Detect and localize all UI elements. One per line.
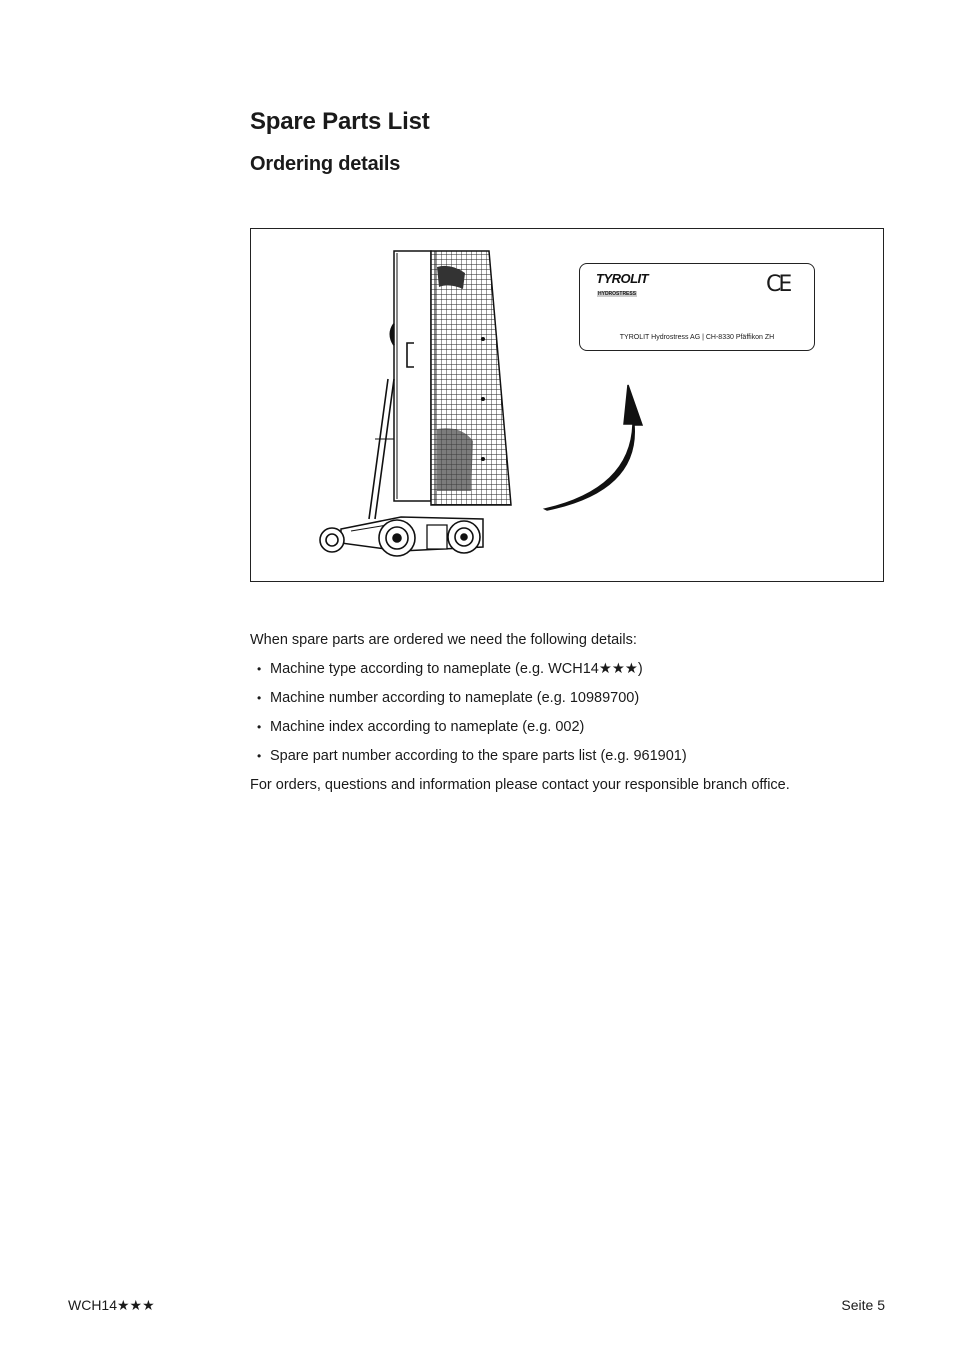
closing-paragraph: For orders, questions and information please contact your responsible branch office.: [250, 777, 790, 793]
page-title: Spare Parts List: [250, 108, 430, 135]
ordering-details-text: [250, 626, 890, 800]
hydrostress-logo: HYDROSTRESS: [598, 291, 637, 297]
nameplate-figure: [250, 228, 884, 582]
list-item: • Machine number according to nameplate (e.g. 10989700): [250, 684, 890, 713]
details-list: [250, 655, 890, 771]
list-item: • Machine type according to nameplate (e.g. WCH14★★★): [250, 655, 890, 684]
nameplate: [579, 263, 815, 351]
list-item: • Machine index according to nameplate (e.g. 002): [250, 713, 890, 742]
tyrolit-logo: TYROLIT: [596, 271, 649, 286]
nameplate-address: TYROLIT Hydrostress AG | CH-8330 Pfäffikon ZH: [619, 334, 775, 341]
footer-model: WCH14★★★: [68, 1297, 155, 1313]
ce-mark: CE: [766, 272, 790, 297]
intro-paragraph: When spare parts are ordered we need the following details:: [250, 632, 637, 648]
footer-page-number: Seite 5: [841, 1297, 885, 1313]
list-item: • Spare part number according to the spare parts list (e.g. 961901): [250, 742, 890, 771]
section-subtitle: Ordering details: [250, 153, 401, 175]
